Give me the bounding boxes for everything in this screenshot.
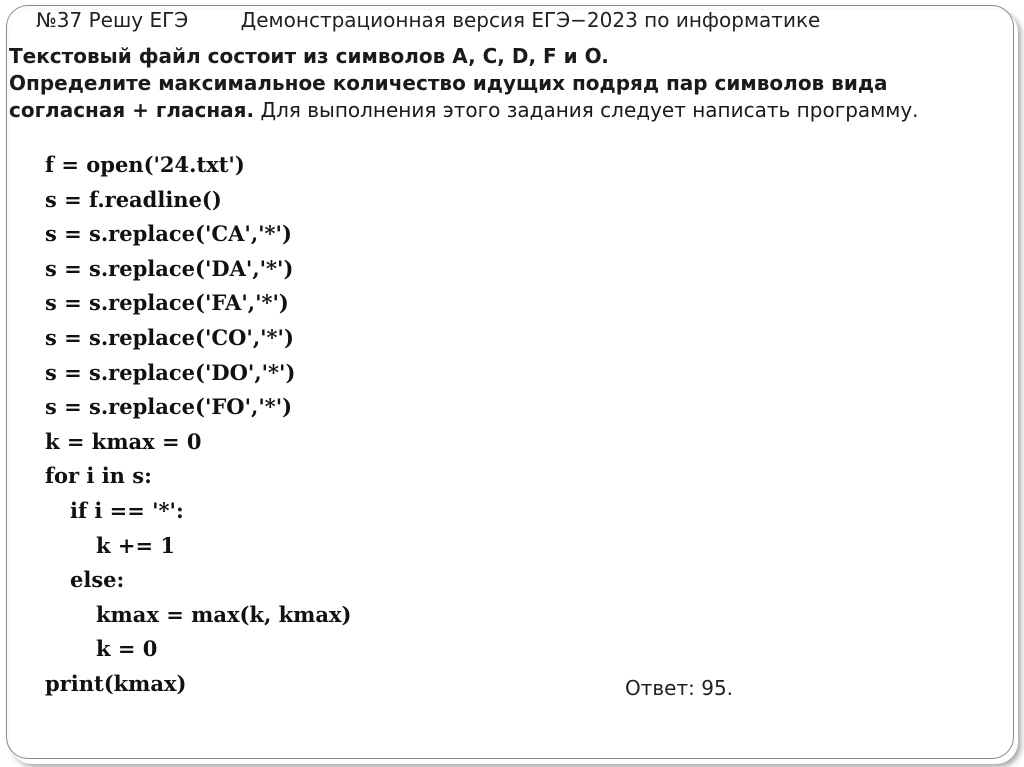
code-line: k += 1 [96, 532, 175, 558]
task-line-2 [9, 70, 1009, 124]
code-line: s = f.readline() [45, 186, 222, 212]
task-line-2-normal: Для выполнения этого задания следует написать программу. [254, 98, 919, 122]
code-line: s = s.replace('FO','*') [45, 394, 293, 420]
code-line: print(kmax) [45, 670, 187, 696]
task-statement [9, 43, 1009, 124]
answer-text: Ответ: 95. [625, 676, 734, 700]
task-line-1: Текстовый файл состоит из символов A, C, D, F и O. [9, 44, 609, 68]
code-line: s = s.replace('DO','*') [45, 359, 296, 385]
code-line: s = s.replace('FA','*') [45, 290, 289, 316]
code-line: k = kmax = 0 [45, 428, 202, 454]
code-line: s = s.replace('DA','*') [45, 255, 294, 281]
slide-header [36, 8, 820, 32]
task-line-2-bold: Определите максимальное количество идущих подряд пар символов вида согласная + гласная. [9, 71, 888, 122]
code-line: f = open('24.txt') [45, 152, 245, 177]
code-block [45, 148, 351, 702]
code-line: s = s.replace('CA','*') [45, 221, 292, 247]
code-line: s = s.replace('CO','*') [45, 324, 294, 350]
code-line: if i == '*': [70, 497, 184, 523]
code-line: for i in s: [45, 463, 152, 489]
slide-subtitle: Демонстрационная версия ЕГЭ−2023 по информатике [240, 8, 821, 32]
code-line: kmax = max(k, kmax) [96, 601, 352, 627]
source-label: №37 Решу ЕГЭ [36, 8, 189, 32]
code-line: k = 0 [96, 636, 158, 662]
code-line: else: [70, 567, 125, 593]
